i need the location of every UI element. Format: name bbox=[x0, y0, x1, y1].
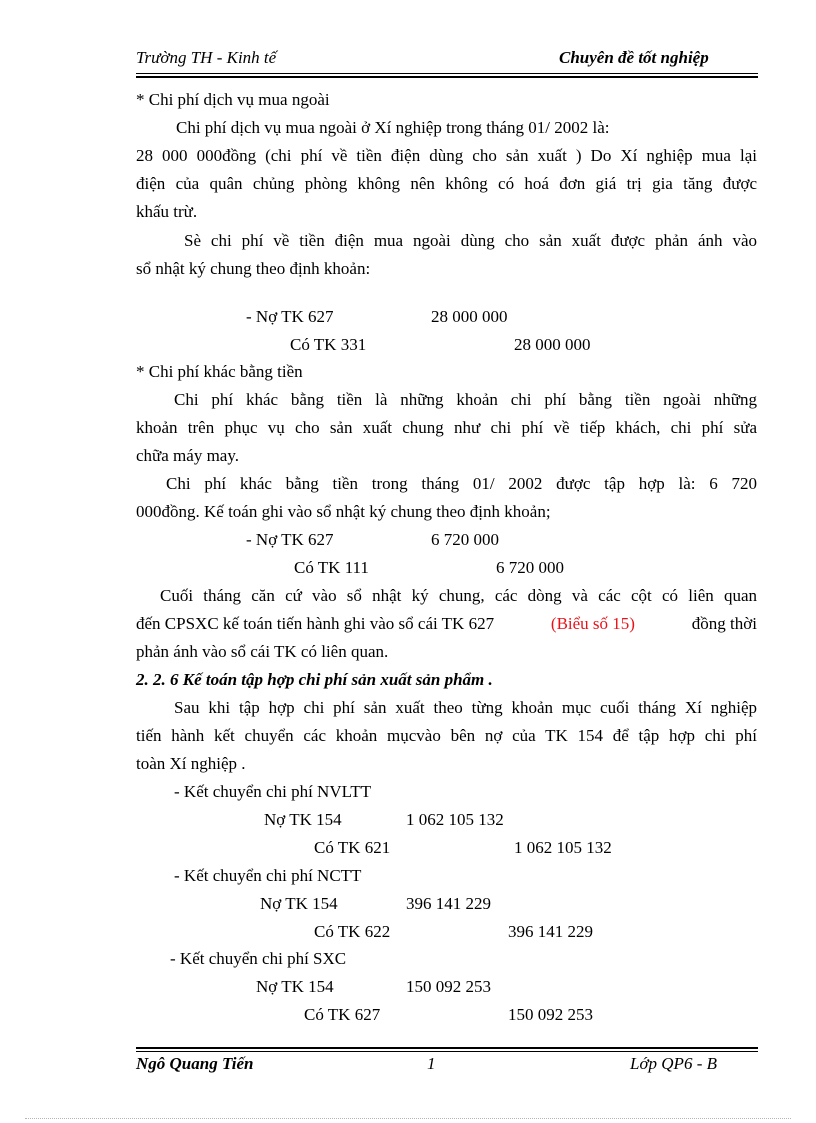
paragraph-line: Chi phí dịch vụ mua ngoài ở Xí nghiệp trong tháng 01/ 2002 là: bbox=[176, 118, 610, 137]
credit-account: Có TK 627 bbox=[304, 1005, 381, 1024]
credit-amount: 1 062 105 132 bbox=[514, 838, 612, 857]
section-title: * Chi phí khác bằng tiền bbox=[136, 362, 303, 381]
paragraph-line: sổ nhật ký chung theo định khoản: bbox=[136, 259, 371, 278]
debit-amount: 6 720 000 bbox=[431, 530, 499, 549]
debit-account: Nợ TK 154 bbox=[264, 810, 342, 829]
credit-account: Có TK 621 bbox=[314, 838, 391, 857]
header-rule bbox=[136, 76, 758, 78]
footer-rule bbox=[136, 1047, 758, 1049]
entry-title: - Kết chuyển chi phí NVLTT bbox=[174, 782, 372, 801]
credit-amount: 6 720 000 bbox=[496, 558, 564, 577]
debit-account: - Nợ TK 627 bbox=[246, 530, 334, 549]
paragraph-line: toàn Xí nghiệp . bbox=[136, 754, 246, 773]
page-edge-divider bbox=[25, 1118, 791, 1119]
paragraph-line: Cuối tháng căn cứ vào sổ nhật ký chung, các dòng và các cột có liên quan bbox=[160, 586, 757, 605]
credit-account: Có TK 622 bbox=[314, 922, 391, 941]
paragraph-line: khoản trên phục vụ cho sản xuất chung như chi phí về tiếp khách, chi phí sửa bbox=[136, 418, 757, 437]
footer-class: Lớp QP6 - B bbox=[630, 1054, 717, 1073]
entry-title: - Kết chuyển chi phí NCTT bbox=[174, 866, 362, 885]
credit-account: Có TK 331 bbox=[290, 335, 367, 354]
debit-amount: 396 141 229 bbox=[406, 894, 491, 913]
debit-account: Nợ TK 154 bbox=[256, 977, 334, 996]
paragraph-line: Chi phí khác bằng tiền là những khoản chi phí bằng tiền ngoài những bbox=[174, 390, 757, 409]
paragraph-line bbox=[136, 610, 757, 638]
header-title: Chuyên đề tốt nghiệp bbox=[559, 48, 709, 67]
section-title: * Chi phí dịch vụ mua ngoài bbox=[136, 90, 330, 109]
paragraph-line: phản ánh vào sổ cái TK có liên quan. bbox=[136, 642, 389, 661]
credit-amount: 396 141 229 bbox=[508, 922, 593, 941]
section-heading: 2. 2. 6 Kế toán tập hợp chi phí sản xuất sản phẩm . bbox=[136, 670, 493, 689]
footer-author: Ngô Quang Tiến bbox=[136, 1054, 254, 1073]
paragraph-text: đồng thời bbox=[691, 614, 757, 633]
paragraph-line: Sau khi tập hợp chi phí sản xuất theo từng khoản mục cuối tháng Xí nghiệp bbox=[174, 698, 757, 717]
debit-amount: 1 062 105 132 bbox=[406, 810, 504, 829]
header-rule-thick bbox=[136, 73, 758, 74]
paragraph-line: tiến hành kết chuyển các khoản mụcvào bên nợ của TK 154 để tập hợp chi phí bbox=[136, 726, 757, 745]
table-reference: (Biểu số 15) bbox=[550, 614, 635, 633]
credit-amount: 28 000 000 bbox=[514, 335, 591, 354]
debit-amount: 150 092 253 bbox=[406, 977, 491, 996]
page-number: 1 bbox=[427, 1054, 436, 1073]
credit-account: Có TK 111 bbox=[294, 558, 369, 577]
paragraph-text: đến CPSXC kế toán tiến hành ghi vào sổ cái TK 627 bbox=[136, 614, 495, 633]
debit-account: Nợ TK 154 bbox=[260, 894, 338, 913]
paragraph-line: điện của quân chủng phòng không nên không có hoá đơn giá trị gia tăng được bbox=[136, 174, 757, 193]
debit-account: - Nợ TK 627 bbox=[246, 307, 334, 326]
footer-rule-thin bbox=[136, 1051, 758, 1052]
entry-title: - Kết chuyển chi phí SXC bbox=[170, 949, 347, 968]
paragraph-line: 28 000 000đồng (chi phí về tiền điện dùng cho sản xuất ) Do Xí nghiệp mua lại bbox=[136, 146, 757, 165]
paragraph-line: Chi phí khác bằng tiền trong tháng 01/ 2002 được tập hợp là: 6 720 bbox=[166, 474, 757, 493]
credit-amount: 150 092 253 bbox=[508, 1005, 593, 1024]
paragraph-line: khấu trừ. bbox=[136, 202, 198, 221]
header-school: Trường TH - Kinh tế bbox=[136, 48, 277, 67]
paragraph-line: chữa máy may. bbox=[136, 446, 239, 465]
paragraph-line: 000đồng. Kế toán ghi vào sổ nhật ký chung theo định khoản; bbox=[136, 502, 551, 521]
paragraph-line: Sè chi phí về tiền điện mua ngoài dùng cho sản xuất được phản ánh vào bbox=[184, 231, 757, 250]
debit-amount: 28 000 000 bbox=[431, 307, 508, 326]
